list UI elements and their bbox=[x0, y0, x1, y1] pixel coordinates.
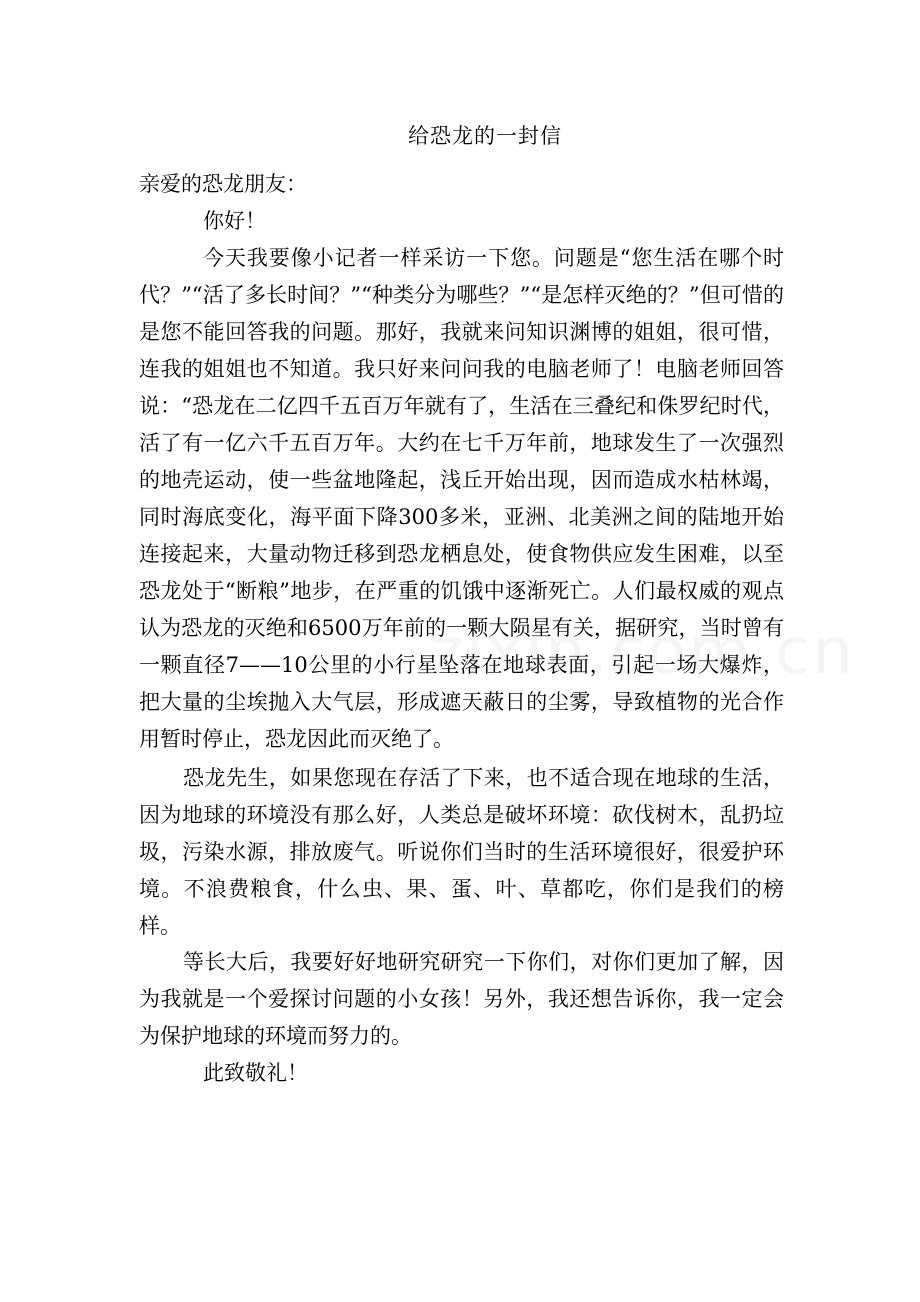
paragraph-environment: 恐龙先生，如果您现在存活了下来，也不适合现在地球的生活，因为地球的环境没有那么好，人类总是破坏环境：砍伐树木，乱扔垃圾，污染水源，排放废气。听说你们当时的生活环境很好，很爱护环境。不浪费粮食，什么虫、果、蛋、叶、草都吃，你们是我们的榜样。 bbox=[139, 766, 784, 938]
letter-title: 给恐龙的一封信 bbox=[408, 124, 562, 148]
paragraph-interview: 今天我要像小记者一样采访一下您。问题是“您生活在哪个时代？”“活了多长时间？”“种类分为哪些？”“是怎样灭绝的？”但可惜的是您不能回答我的问题。那好，我就来问知识渊博的姐姐，很可惜，连我的姐姐也不知道。我只好来问问我的电脑老师了！电脑老师回答说：“恐龙在二亿四千五百万年就有了，生活在三叠纪和侏罗纪时代，活了有一亿六千五百万年。大约在七千万年前，地球发生了一次强烈的地壳运动，使一些盆地隆起，浅丘开始出现，因而造成水枯林竭，同时海底变化，海平面下降300多米，亚洲、北美洲之间的陆地开始连接起来，大量动物迁移到恐龙栖息处，使食物供应发生困难，以至恐龙处于“断粮”地步，在严重的饥饿中逐渐死亡。人们最权威的观点认为恐龙的灭绝和6500万年前的一颗大陨星有关，据研究，当时曾有一颗直径7——10公里的小行星坠落在地球表面，引起一场大爆炸，把大量的尘埃抛入大气层，形成遮天蔽日的尘雾，导致植物的光合作用暂时停止，恐龙因此而灭绝了。 bbox=[139, 246, 784, 751]
greeting: 你好！ bbox=[203, 209, 266, 233]
closing: 此致敬礼！ bbox=[203, 1061, 308, 1085]
salutation: 亲爱的恐龙朋友： bbox=[139, 172, 307, 196]
paragraph-future: 等长大后，我要好好地研究研究一下你们，对你们更加了解，因为我就是一个爱探讨问题的小女孩！另外，我还想告诉你，我一定会为保护地球的环境而努力的。 bbox=[139, 950, 784, 1048]
